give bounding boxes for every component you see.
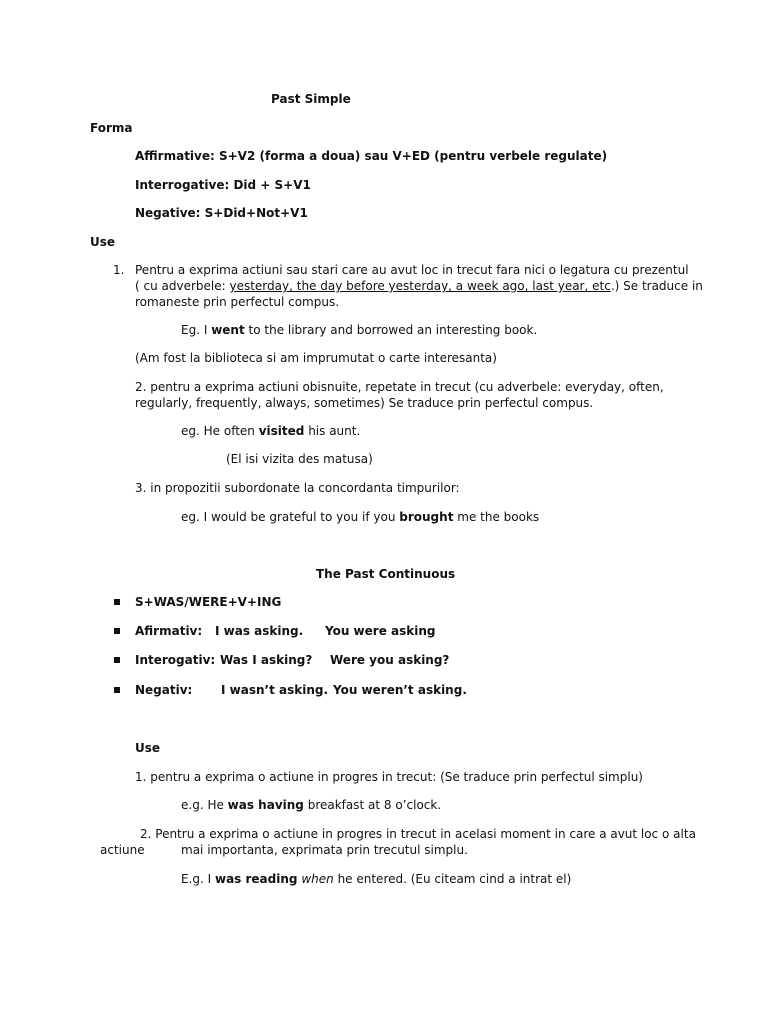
square-bullet-icon (114, 687, 120, 693)
item1-line1: Pentru a exprima actiuni sau stari care au avut loc in trecut fara nici o legatura cu prezentul (135, 263, 689, 277)
item2-translation: (El isi vizita des matusa) (226, 452, 373, 466)
example-pre: E.g. I (181, 872, 215, 886)
item1-line3: romaneste prin perfectul compus. (135, 295, 340, 309)
interogativ-example-a: Was I asking? (220, 653, 313, 667)
example-pre: eg. I would be grateful to you if you (181, 510, 400, 524)
example-pre: Eg. I (181, 323, 212, 337)
item1-line2-pre: ( cu adverbele: (135, 279, 230, 293)
use-label: Use (135, 741, 161, 755)
formula-bullet: S+WAS/WERE+V+ING (135, 595, 282, 609)
negativ-example-b: You weren’t asking. (333, 683, 467, 697)
example-verb: visited (258, 424, 305, 438)
forma-label: Forma (90, 121, 133, 135)
example-post: he entered. (Eu citeam cind a intrat el) (333, 872, 572, 886)
pc-item2-line2-a: actiune (100, 843, 145, 857)
example-post: breakfast at 8 o’clock. (303, 798, 442, 812)
item1-example (181, 322, 537, 338)
item1-line2-post: .) Se traduce in (610, 279, 703, 293)
item1-line2 (135, 278, 703, 294)
example-post: me the books (453, 510, 540, 524)
negativ-example-a: I wasn’t asking. (221, 683, 329, 697)
interogativ-example-b: Were you asking? (330, 653, 450, 667)
example-post: to the library and borrowed an interesting book. (244, 323, 538, 337)
afirmativ-label: Afirmativ: (135, 624, 203, 638)
pc-item1-line1: 1. pentru a exprima o actiune in progres in trecut: (Se traduce prin perfectul simplu) (135, 770, 643, 784)
negative-rule: Negative: S+Did+Not+V1 (135, 206, 308, 220)
example-verb: went (211, 323, 245, 337)
past-simple-title: Past Simple (271, 92, 351, 106)
square-bullet-icon (114, 657, 120, 663)
item2-example (181, 423, 360, 439)
negativ-label: Negativ: (135, 683, 193, 697)
afirmativ-example-a: I was asking. (215, 624, 304, 638)
interogativ-label: Interogativ: (135, 653, 216, 667)
item3-example (181, 509, 539, 525)
example-post: his aunt. (304, 424, 361, 438)
use-label: Use (90, 235, 116, 249)
interrogative-rule: Interrogative: Did + S+V1 (135, 178, 311, 192)
square-bullet-icon (114, 599, 120, 605)
example-verb: was having (227, 798, 304, 812)
adverbs-underlined: yesterday, the day before yesterday, a week ago, last year, etc (229, 279, 611, 293)
example-pre: eg. He often (181, 424, 259, 438)
pc-item2-line1: 2. Pentru a exprima o actiune in progres in trecut in acelasi moment in care a avut loc o alta (140, 827, 696, 841)
past-continuous-title: The Past Continuous (316, 567, 456, 581)
item3-line1: 3. in propozitii subordonate la concordanta timpurilor: (135, 481, 460, 495)
example-verb: brought (399, 510, 454, 524)
item1-translation: (Am fost la biblioteca si am imprumutat o carte interesanta) (135, 351, 497, 365)
afirmativ-example-b: You were asking (325, 624, 436, 638)
pc-item2-line2-b: mai importanta, exprimata prin trecutul simplu. (181, 843, 468, 857)
pc-item2-example (181, 871, 571, 887)
pc-item1-example (181, 797, 441, 813)
item2-line1: 2. pentru a exprima actiuni obisnuite, repetate in trecut (cu adverbele: everyday, often, (135, 380, 664, 394)
example-italic-when: when (301, 872, 334, 886)
example-verb: was reading (215, 872, 298, 886)
affirmative-rule: Affirmative: S+V2 (forma a doua) sau V+ED (pentru verbele regulate) (135, 149, 608, 163)
example-pre: e.g. He (181, 798, 228, 812)
item2-line2: regularly, frequently, always, sometimes) Se traduce prin perfectul compus. (135, 396, 594, 410)
square-bullet-icon (114, 628, 120, 634)
item-number: 1. (113, 263, 125, 277)
